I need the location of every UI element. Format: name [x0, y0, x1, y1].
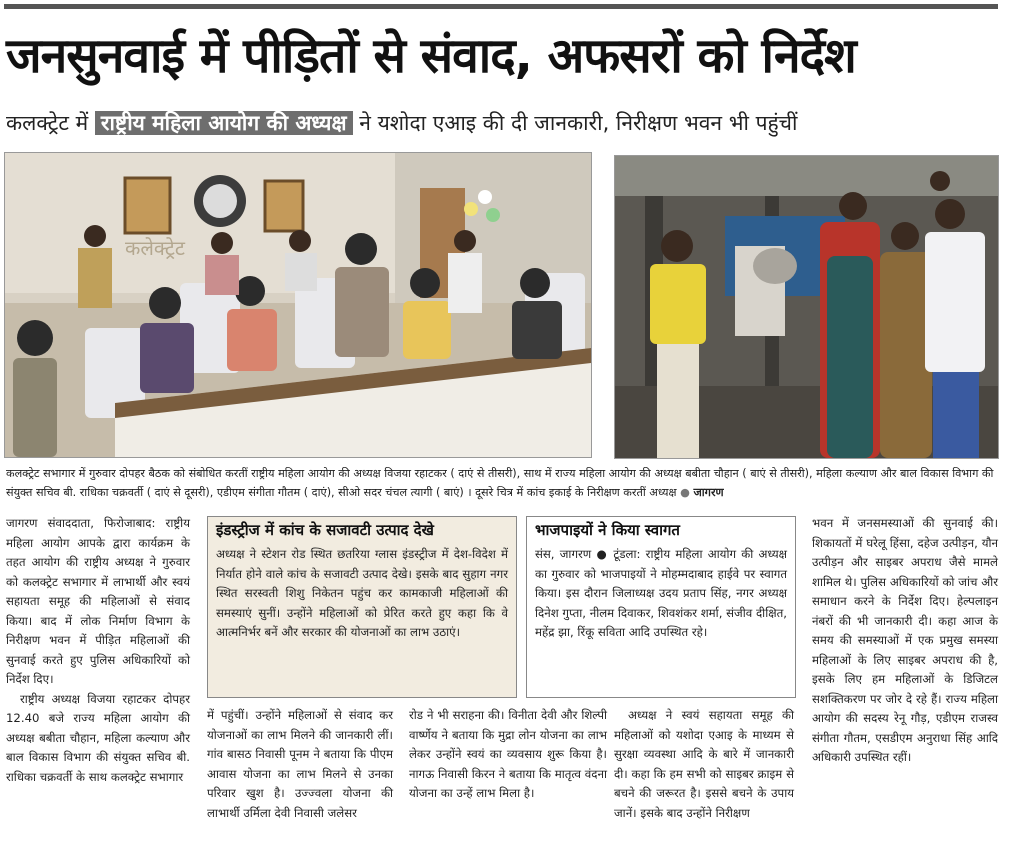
top-rule [4, 4, 998, 9]
caption-credit: जागरण [693, 486, 724, 499]
article-column-3 [409, 706, 607, 804]
subheadline-highlight: राष्ट्रीय महिला आयोग की अध्यक्ष [95, 111, 353, 135]
industry-box-title: इंडस्ट्रीज में कांच के सजावटी उत्पाद देखे [216, 521, 434, 539]
bjp-box-body: संस, जागरण ● टूंडला: राष्ट्रीय महिला आयोग की अध्यक्ष का गुरुवार को भाजपाइयों ने मोहम्मदाबाद हाईवे पर स्वागत किया। इस दौरान जिलाध्यक्ष उदय प्रताप सिंह, नगर अध्यक्ष दिनेश गुप्ता, नीलम दिवाकर, शिवशंकर शर्मा, संजीव दीक्षित, महेंद्र झा, रिंकू सविता आदि उपस्थित रहे। [535, 547, 787, 639]
article-paragraph-6: भवन में जनसमस्याओं की सुनवाई की। शिकायतों में घरेलू हिंसा, दहेज उत्पीड़न, यौन उत्पीड़न और साइबर अपराध जैसे मामले शामिल थे। पुलिस अधिकारियों को जांच और समाधान करने के निर्देश दिए। हेल्पलाइन नंबरों की भी जानकारी दी। कहा आज के समय की समस्याओं में एक प्रमुख समस्या महिलाओं के लिए साइबर अपराध की है, इसके लिए हम महिलाओं के डिजिटल सशक्तिकरण पर जोर दे रहे हैं। राज्य महिला आयोग की सदस्य रेनू गौड़, एडीएम राजस्व संगीता गौतम, एसडीएम अनुराधा सिंह आदि अधिकारी उपस्थित रहीं। [812, 516, 998, 764]
caption-text: कलक्ट्रेट सभागार में गुरुवार दोपहर बैठक को संबोधित करतीं राष्ट्रीय महिला आयोग की अध्यक्ष विजया रहाटकर ( दाएं से तीसरी), साथ में राज्य महिला आयोग की अध्यक्ष बबीता चौहान ( बाएं से तीसरी), महिला कल्याण और बाल विकास विभाग की संयुक्त सचिव बी. राधिका चक्रवर्ती ( दाएं से दूसरी), एडीएम संगीता गौतम ( दाएं), सीओ सदर चंचल त्यागी ( बाएं) । दूसरे चित्र में कांच इकाई के निरीक्षण करतीं अध्यक्ष [6, 467, 994, 499]
wall-text: कलेक्ट्रेट [125, 236, 185, 260]
article-paragraph-5: अध्यक्ष ने स्वयं सहायता समूह की महिलाओं को यशोदा एआइ के माध्यम से सुरक्षा व्यवस्था आदि के बारे में जानकारी दी। कहा कि हम सभी को साइबर क्राइम से बचने की जरूरत है। इससे बचने के उपाय जानें। इसके बाद उन्होंने निरीक्षण [614, 708, 794, 820]
article-paragraph-4: रोड ने भी सराहना की। विनीता देवी और शिल्पी वार्ष्णेय ने बताया कि मुद्रा लोन योजना का लाभ लेकर उन्होंने स्वयं का व्यवसाय शुरू किया है। नागऊ निवासी किरन ने बताया कि मातृत्व वंदना योजना का उन्हें लाभ मिला है। [409, 708, 607, 800]
subheadline-suffix: ने यशोदा एआइ की दी जानकारी, निरीक्षण भवन भी पहुंचीं [359, 111, 798, 135]
bjp-box-title: भाजपाइयों ने किया स्वागत [535, 521, 680, 539]
caption-bullet: ● [680, 486, 690, 499]
bjp-box [526, 516, 796, 698]
industry-box [207, 516, 517, 698]
article-paragraph-1: जागरण संवाददाता, फिरोजाबाद: राष्ट्रीय महिला आयोग आपके द्वारा कार्यक्रम के तहत आयोग की राष्ट्रीय अध्यक्ष ने गुरुवार को कलक्ट्रेट सभागार में लाभार्थी और स्वयं सहायता समूह की महिलाओं से संवाद किया। बाद में लोक निर्माण विभाग के निरीक्षण भवन में पीड़ित महिलाओं की सुनवाई करते हुए पुलिस अधिकारियों को निर्देश दिए। [6, 516, 190, 686]
headline: जनसुनवाई में पीड़ितों से संवाद, अफसरों को निर्देश [6, 28, 856, 84]
inspection-photo [614, 155, 999, 459]
article-column-4 [614, 706, 794, 823]
article-paragraph-2: राष्ट्रीय अध्यक्ष विजया रहाटकर दोपहर 12.40 बजे राज्य महिला आयोग की अध्यक्ष बबीता चौहान, महिला कल्याण और बाल विकास विभाग की संयुक्त सचिव बी. राधिका चक्रवर्ती के साथ कलक्ट्रेट सभागार [6, 691, 190, 784]
industry-box-body: अध्यक्ष ने स्टेशन रोड स्थित छतरिया ग्लास इंडस्ट्रीज में देश-विदेश में निर्यात होने वाले कांच के सजावटी उत्पाद देखे। इसके बाद सुहाग नगर स्थित सरस्वती शिशु निकेतन पहुंच कर कामकाजी महिलाओं की समस्याएं सुनीं। उन्होंने महिलाओं को प्रेरित करते हुए कहा कि वे आत्मनिर्भर बनें और सरकार की योजनाओं का लाभ उठाएं। [216, 547, 508, 639]
article-paragraph-3: में पहुंचीं। उन्होंने महिलाओं से संवाद कर योजनाओं का लाभ मिलने की जानकारी लीं। गांव बासठ निवासी पूनम ने बताया कि पीएम आवास योजना का लाभ मिलने से उनका परिवार खुश है। उज्ज्वला योजना की लाभार्थी उर्मिला देवी निवासी जलेसर [207, 708, 393, 820]
article-column-1 [6, 514, 190, 787]
subheadline-prefix: कलक्ट्रेट में [6, 111, 89, 135]
subheadline [6, 103, 1006, 143]
meeting-photo [4, 152, 592, 458]
article-column-5 [812, 514, 998, 768]
inspection-photo-illustration [615, 156, 998, 458]
photo-caption [6, 464, 1006, 502]
article-column-2 [207, 706, 393, 823]
meeting-photo-illustration [5, 153, 591, 457]
